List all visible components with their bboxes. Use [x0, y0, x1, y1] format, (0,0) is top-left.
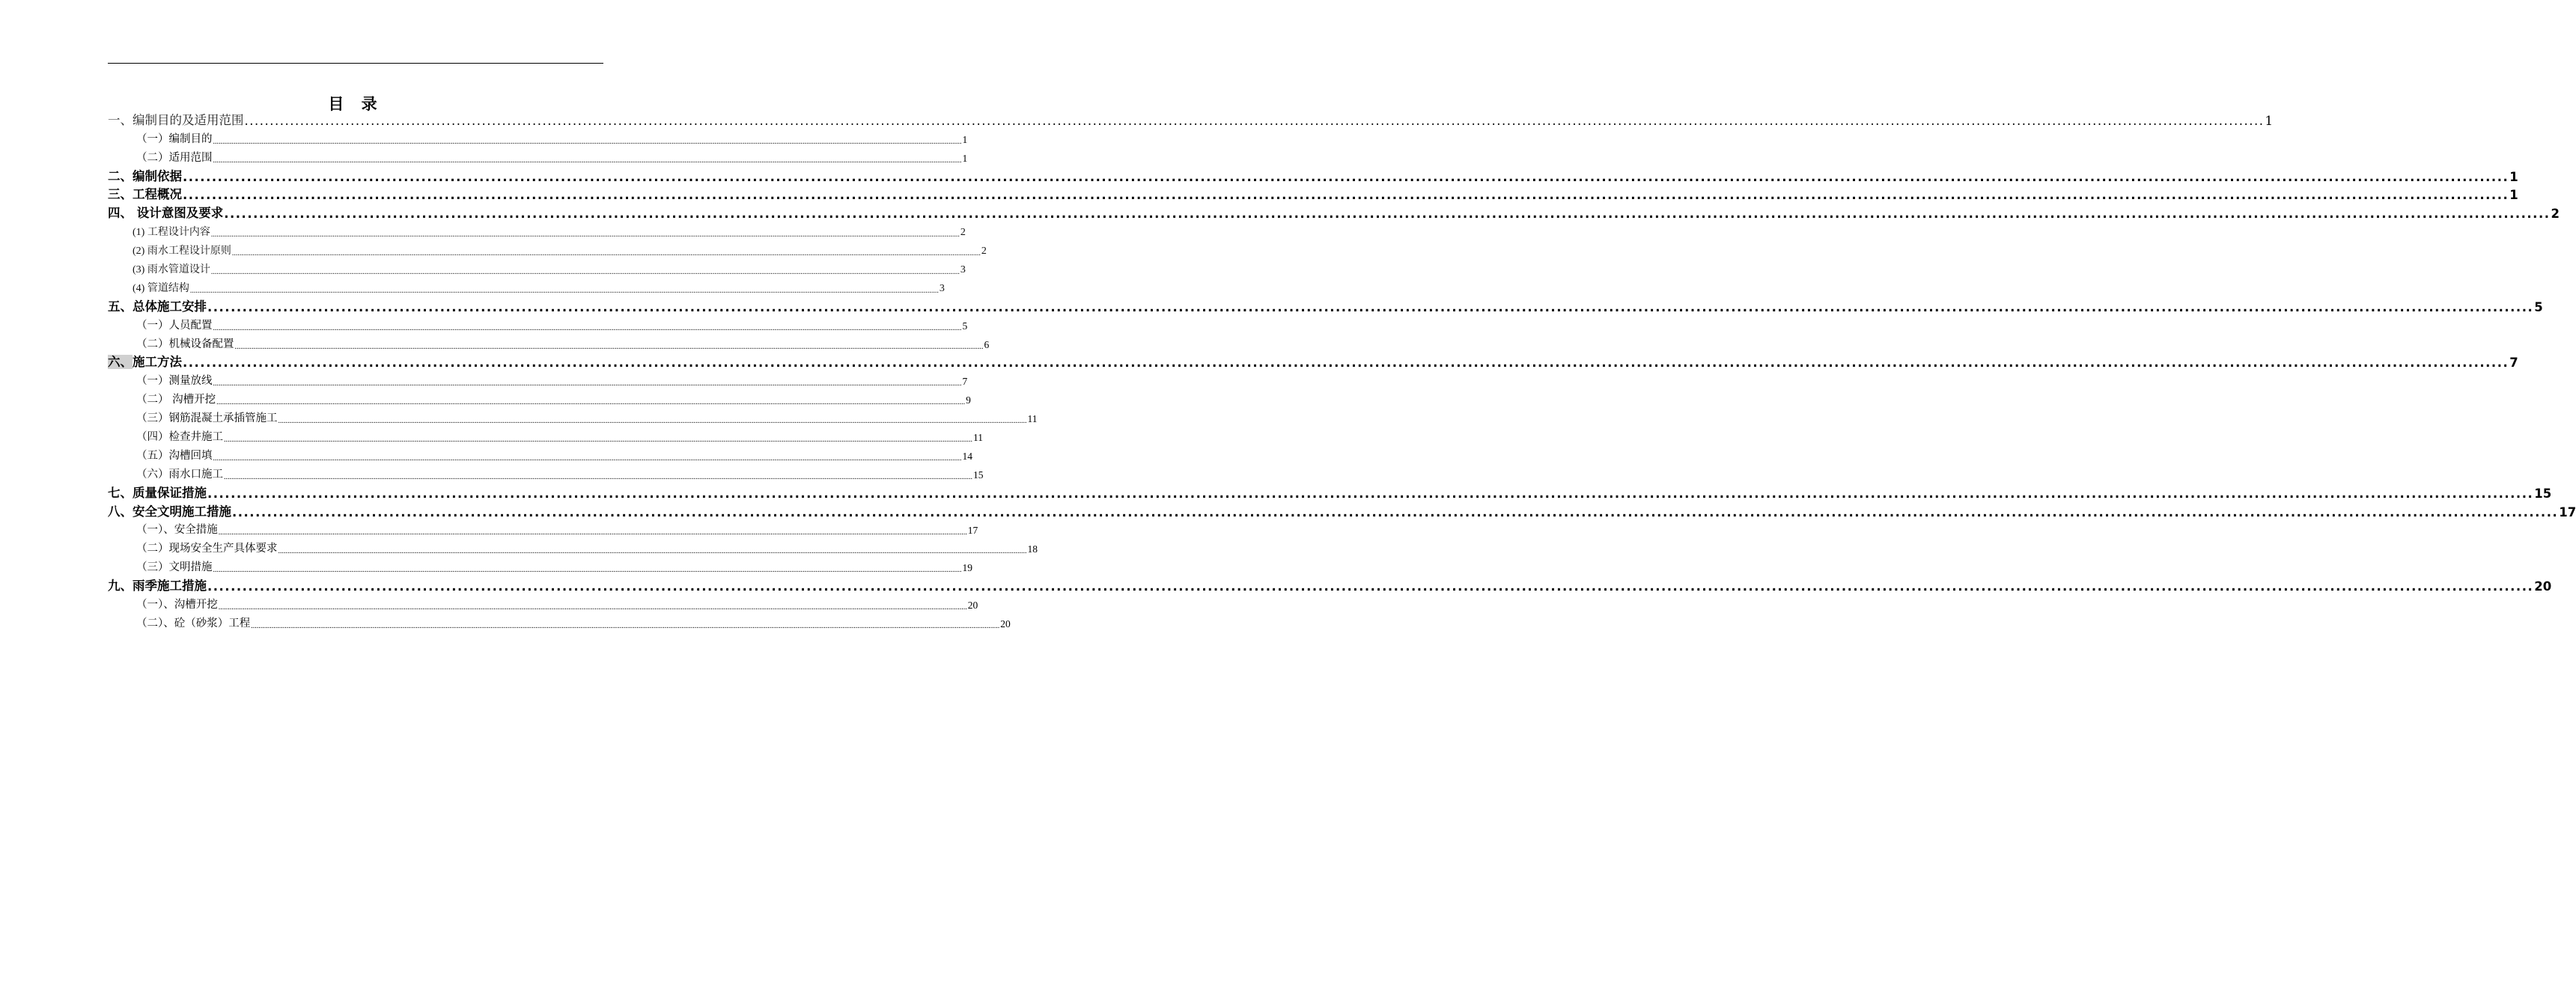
- toc-entry[interactable]: [108, 484, 2552, 503]
- toc-entry[interactable]: [108, 540, 1038, 558]
- toc-entry-page-number: 14: [962, 450, 972, 462]
- toc-dot-leader: ................................................................................................................................................................................................................................................................................................................................................................................................................: [183, 169, 2509, 184]
- toc-entry[interactable]: [108, 409, 1038, 428]
- toc-entry-label: （一）、沟槽开挖: [136, 599, 218, 612]
- toc-dot-leader: ................................................................................................................................................................................................................................................................................................................................................................................................................: [207, 486, 2534, 501]
- toc-entry[interactable]: [108, 168, 2518, 186]
- toc-entry-page-number: 3: [939, 282, 945, 294]
- toc-dot-leader: ................................................................................................................................................................................................................................................................................................................................................................................................................: [213, 137, 962, 146]
- toc-entry-page-number: 1: [962, 133, 968, 145]
- toc-entry-page-number: 7: [2509, 356, 2518, 371]
- toc-entry-page-number: 15: [973, 469, 984, 481]
- toc-dot-leader: ................................................................................................................................................................................................................................................................................................................................................................................................................: [216, 398, 966, 407]
- toc-dot-leader: ................................................................................................................................................................................................................................................................................................................................................................................................................: [224, 472, 972, 481]
- toc-dot-leader: ................................................................................................................................................................................................................................................................................................................................................................................................................: [183, 356, 2509, 371]
- toc-entry-label: （一）人员配置: [136, 319, 213, 332]
- toc-entry[interactable]: [108, 223, 966, 242]
- toc-entry-label-text: 施工方法: [133, 355, 182, 370]
- toc-entry-label: （二）适用范围: [136, 151, 213, 164]
- toc-entry-label: （二） 沟槽开挖: [136, 394, 216, 406]
- toc-entry-page-number: 20: [1000, 618, 1011, 629]
- toc-entry[interactable]: [108, 279, 945, 298]
- toc-dot-leader: ................................................................................................................................................................................................................................................................................................................................................................................................................: [278, 547, 1027, 556]
- toc-entry-page-number: 17: [2559, 504, 2576, 519]
- toc-entry[interactable]: [108, 372, 968, 391]
- toc-entry-label-highlight: 六、: [108, 355, 133, 370]
- toc-entry[interactable]: [108, 428, 983, 447]
- toc-entry-label: 三、工程概况: [108, 187, 182, 202]
- toc-dot-leader: ................................................................................................................................................................................................................................................................................................................................................................................................................: [278, 417, 1027, 426]
- toc-entry-label: 九、雨季施工措施: [108, 579, 207, 594]
- toc-entry-label: （一）编制目的: [136, 132, 213, 145]
- toc-entry-page-number: 6: [984, 338, 990, 350]
- toc-entry-page-number: 17: [967, 525, 978, 537]
- toc-dot-leader: ................................................................................................................................................................................................................................................................................................................................................................................................................: [232, 504, 2559, 519]
- toc-dot-leader: ................................................................................................................................................................................................................................................................................................................................................................................................................: [210, 268, 960, 277]
- toc-entry-label: 八、安全文明施工措施: [108, 504, 231, 519]
- toc-entry-label: （五）沟槽回填: [136, 449, 213, 462]
- toc-entry-label: （二）、砼（砂浆）工程: [136, 617, 251, 629]
- toc-entry-page-number: 11: [973, 432, 983, 444]
- toc-entry[interactable]: [108, 503, 2576, 522]
- toc-entry[interactable]: [108, 260, 966, 279]
- toc-dot-leader: ................................................................................................................................................................................................................................................................................................................................................................................................................: [218, 603, 967, 612]
- toc-entry-label: （二）现场安全生产具体要求: [136, 543, 278, 555]
- toc-entry[interactable]: [108, 186, 2518, 205]
- toc-entry-label: （二）机械设备配置: [136, 338, 234, 350]
- toc-entry-label: 五、总体施工安排: [108, 299, 207, 314]
- toc-entry-page-number: 2: [2551, 207, 2560, 222]
- toc-dot-leader: ................................................................................................................................................................................................................................................................................................................................................................................................................: [218, 528, 967, 537]
- toc-entry[interactable]: [108, 558, 972, 577]
- toc-entry-label: (4) 管道结构: [133, 282, 189, 294]
- toc-entry[interactable]: [108, 317, 968, 335]
- toc-entry[interactable]: [108, 577, 2552, 596]
- toc-entry[interactable]: [108, 522, 978, 540]
- toc-dot-leader: ................................................................................................................................................................................................................................................................................................................................................................................................................: [183, 188, 2509, 203]
- toc-dot-leader: ................................................................................................................................................................................................................................................................................................................................................................................................................: [224, 207, 2551, 222]
- toc-dot-leader: ................................................................................................................................................................................................................................................................................................................................................................................................................: [213, 379, 962, 388]
- toc-entry-label: (1) 工程设计内容: [133, 227, 210, 239]
- toc-entry-label: （三）钢筋混凝土承插管施工: [136, 412, 278, 425]
- toc-dot-leader: ................................................................................................................................................................................................................................................................................................................................................................................................................: [207, 299, 2534, 314]
- toc-entry-label: 七、质量保证措施: [108, 485, 207, 500]
- toc-dot-leader: ................................................................................................................................................................................................................................................................................................................................................................................................................: [207, 579, 2534, 594]
- toc-dot-leader: ................................................................................................................................................................................................................................................................................................................................................................................................................: [224, 436, 972, 445]
- toc-entry-label: (2) 雨水工程设计原则: [133, 246, 231, 257]
- toc-entry[interactable]: [108, 596, 978, 615]
- toc-entry[interactable]: [108, 615, 1011, 633]
- toc-entry-page-number: 18: [1027, 543, 1038, 555]
- toc-entry-page-number: 1: [962, 152, 968, 164]
- toc-dot-leader: ................................................................................................................................................................................................................................................................................................................................................................................................................: [213, 454, 962, 463]
- toc-dot-leader: ................................................................................................................................................................................................................................................................................................................................................................................................................: [234, 342, 984, 351]
- toc-entry-page-number: 1: [2265, 113, 2273, 128]
- toc-dot-leader: ................................................................................................................................................................................................................................................................................................................................................................................................................: [231, 249, 981, 258]
- toc-entry-page-number: 2: [960, 227, 966, 239]
- toc-entry-page-number: 5: [2534, 299, 2543, 314]
- toc-entry[interactable]: [108, 242, 987, 260]
- toc-entry-page-number: 20: [967, 600, 978, 612]
- toc-dot-leader: ................................................................................................................................................................................................................................................................................................................................................................................................................: [251, 621, 1000, 630]
- toc-title: 目 录: [328, 95, 383, 113]
- toc-entry[interactable]: [108, 466, 984, 484]
- toc-entry[interactable]: [108, 335, 990, 354]
- toc-entry-page-number: 7: [962, 376, 968, 388]
- toc-dot-leader: ................................................................................................................................................................................................................................................................................................................................................................................................................: [210, 231, 960, 240]
- toc-entry-label: （三）文明措施: [136, 561, 213, 574]
- table-of-contents: [108, 112, 2576, 633]
- toc-entry-label: （六）雨水口施工: [136, 468, 223, 481]
- toc-entry[interactable]: [108, 354, 2518, 373]
- toc-entry-label: （一）测量放线: [136, 375, 213, 388]
- toc-entry-label: 一、编制目的及适用范围: [108, 112, 244, 127]
- toc-entry-page-number: 20: [2534, 579, 2552, 594]
- toc-entry-label: [108, 352, 182, 370]
- toc-entry[interactable]: [108, 204, 2560, 223]
- toc-entry-page-number: 19: [962, 562, 972, 574]
- toc-entry-page-number: 1: [2509, 188, 2518, 203]
- toc-dot-leader: ................................................................................................................................................................................................................................................................................................................................................................................................................: [213, 323, 962, 332]
- toc-entry[interactable]: [108, 298, 2543, 317]
- toc-entry-page-number: 5: [962, 320, 968, 332]
- toc-dot-leader: ................................................................................................................................................................................................................................................................................................................................................................................................................: [213, 156, 962, 165]
- toc-entry-label: （一）、安全措施: [136, 524, 218, 537]
- toc-entry-page-number: 15: [2534, 486, 2552, 501]
- toc-entry[interactable]: [108, 149, 968, 168]
- toc-entry[interactable]: [108, 447, 972, 466]
- toc-entry-label: 二、编制依据: [108, 168, 182, 183]
- toc-entry-page-number: 2: [981, 246, 987, 257]
- toc-entry-page-number: 9: [966, 394, 971, 406]
- toc-entry[interactable]: [108, 130, 968, 149]
- toc-entry-label: （四）检查井施工: [136, 431, 223, 444]
- header-rule: [108, 63, 603, 64]
- toc-entry-page-number: 1: [2509, 169, 2518, 184]
- toc-entry-label: (3) 雨水管道设计: [133, 264, 210, 276]
- toc-entry-page-number: 11: [1027, 413, 1038, 425]
- toc-dot-leader: ................................................................................................................................................................................................................................................................................................................................................................................................................: [189, 286, 939, 295]
- toc-entry[interactable]: [108, 112, 2273, 130]
- toc-entry[interactable]: [108, 391, 971, 409]
- toc-dot-leader: ................................................................................................................................................................................................................................................................................................................................................................................................................: [213, 566, 962, 575]
- toc-entry-label: 四、 设计意图及要求: [108, 206, 224, 221]
- toc-entry-page-number: 3: [960, 264, 966, 276]
- toc-dot-leader: ................................................................................................................................................................................................................................................................................................................................................................................................................: [244, 113, 2265, 128]
